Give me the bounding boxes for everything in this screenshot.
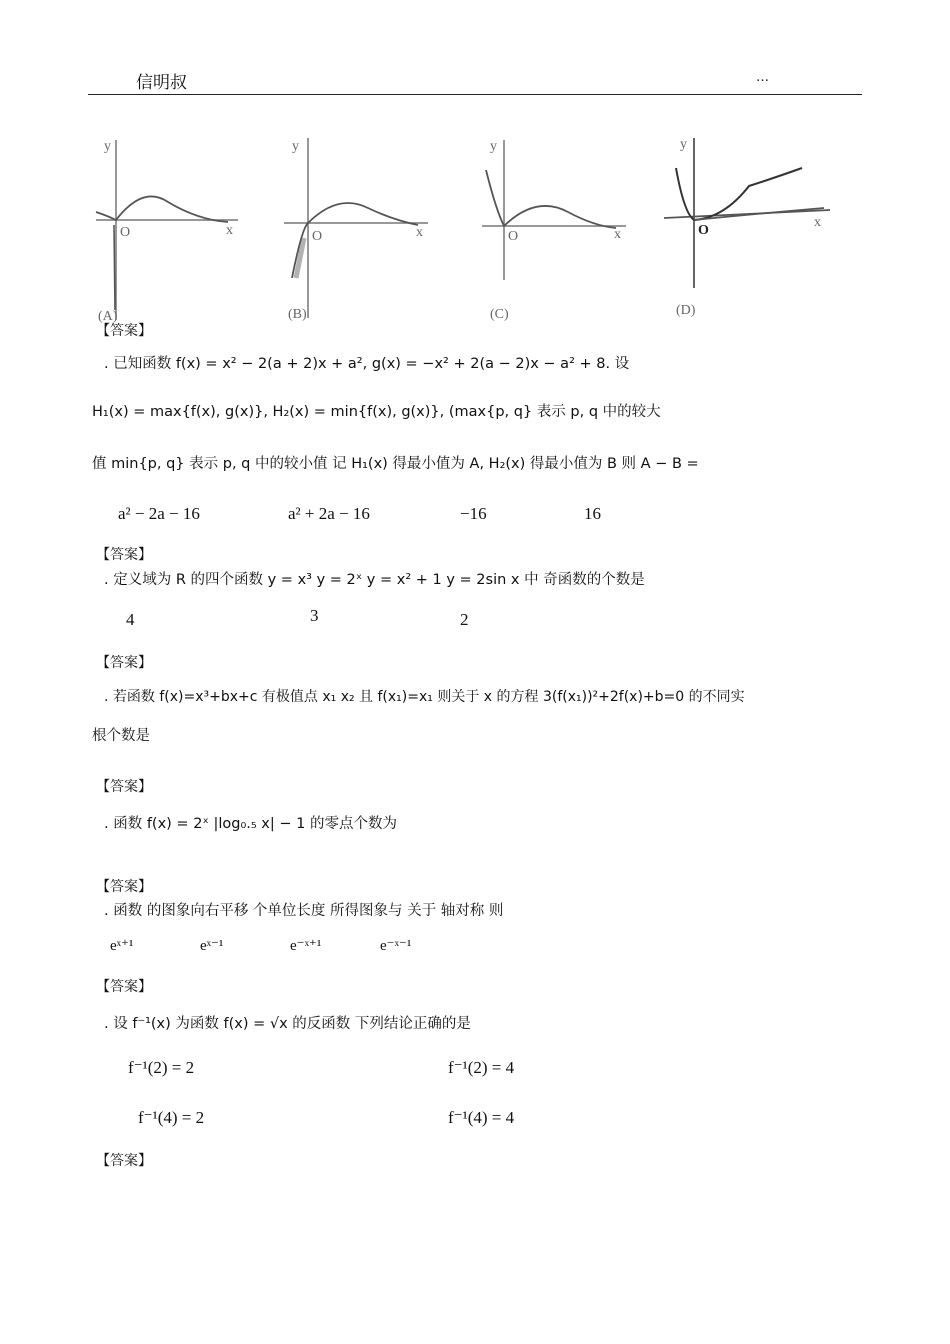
graph-b-y-label: y [292, 139, 299, 154]
graph-a [88, 130, 248, 330]
header-author: 信明叔 [136, 73, 187, 93]
q1-line3: 值 min{p, q} 表示 p, q 中的较小值 记 H₁(x) 得最小值为 A, H₂(x) 得最小值为 B 则 A − B = [92, 456, 699, 472]
graph-b [278, 128, 438, 328]
q6-option-a: f⁻¹(2) = 2 [128, 1058, 195, 1077]
q5-option-c: e⁻ˣ⁺¹ [290, 938, 322, 954]
q3-line1: . 若函数 f(x)=x³+bx+c 有极值点 x₁ x₂ 且 f(x₁)=x₁ 则关于 x 的方程 3(f(x₁))²+2f(x)+b=0 的不同实 [104, 689, 745, 705]
q1-option-d: 16 [584, 504, 601, 523]
graph-c [476, 130, 636, 330]
graph-d-x-label: x [814, 215, 821, 230]
q1-line2: H₁(x) = max{f(x), g(x)}, H₂(x) = min{f(x), g(x)}, (max{p, q} 表示 p, q 中的较大 [92, 404, 661, 420]
q6-line1: . 设 f⁻¹(x) 为函数 f(x) = √x 的反函数 下列结论正确的是 [104, 1016, 471, 1032]
answer-label-3: 【答案】 [96, 779, 152, 795]
q2-option-c: 2 [460, 610, 469, 629]
q4-line1: . 函数 f(x) = 2ˣ |log₀.₅ x| − 1 的零点个数为 [104, 816, 397, 832]
graph-d-label: (D) [676, 303, 696, 318]
q2-option-b: 3 [310, 606, 319, 625]
q3-line2: 根个数是 [92, 728, 150, 744]
graph-b-label: (B) [288, 307, 307, 322]
graph-b-origin: O [312, 229, 323, 244]
q2-line1: . 定义域为 R 的四个函数 y = x³ y = 2ˣ y = x² + 1 y = 2sin x 中 奇函数的个数是 [104, 572, 645, 588]
answer-label-2: 【答案】 [96, 655, 152, 671]
answer-label-4: 【答案】 [96, 879, 152, 895]
q1-option-c: −16 [460, 504, 487, 523]
q2-option-a: 4 [126, 610, 135, 629]
graph-c-label: (C) [490, 307, 509, 322]
answer-label-0: 【答案】 [96, 323, 152, 339]
q6-option-c: f⁻¹(4) = 2 [138, 1108, 205, 1127]
graph-c-x-label: x [614, 227, 621, 242]
graph-d [654, 128, 834, 328]
header-rule [88, 94, 862, 95]
graph-a-x-label: x [226, 223, 233, 238]
q1-option-a: a² − 2a − 16 [118, 504, 200, 523]
graph-c-y-label: y [490, 139, 497, 154]
graph-a-label: (A) [98, 309, 118, 324]
graph-a-origin: O [120, 225, 131, 240]
q5-option-d: e⁻ˣ⁻¹ [380, 938, 412, 954]
answer-label-1: 【答案】 [96, 547, 152, 563]
answer-label-6: 【答案】 [96, 1153, 152, 1169]
q6-option-d: f⁻¹(4) = 4 [448, 1108, 515, 1127]
q5-option-b: eˣ⁻¹ [200, 938, 224, 954]
q5-line1: . 函数 的图象向右平移 个单位长度 所得图象与 关于 轴对称 则 [104, 903, 504, 919]
graph-d-origin: O [698, 223, 709, 238]
graph-a-y-label: y [104, 139, 111, 154]
graph-c-origin: O [508, 229, 519, 244]
answer-label-5: 【答案】 [96, 979, 152, 995]
graph-d-y-label: y [680, 137, 687, 152]
header-page-mark: … [756, 70, 769, 85]
q5-option-a: eˣ⁺¹ [110, 938, 134, 954]
q1-line1: . 已知函数 f(x) = x² − 2(a + 2)x + a², g(x) = −x² + 2(a − 2)x − a² + 8. 设 [104, 356, 630, 372]
q6-option-b: f⁻¹(2) = 4 [448, 1058, 515, 1077]
graph-b-x-label: x [416, 225, 423, 240]
q1-option-b: a² + 2a − 16 [288, 504, 370, 523]
